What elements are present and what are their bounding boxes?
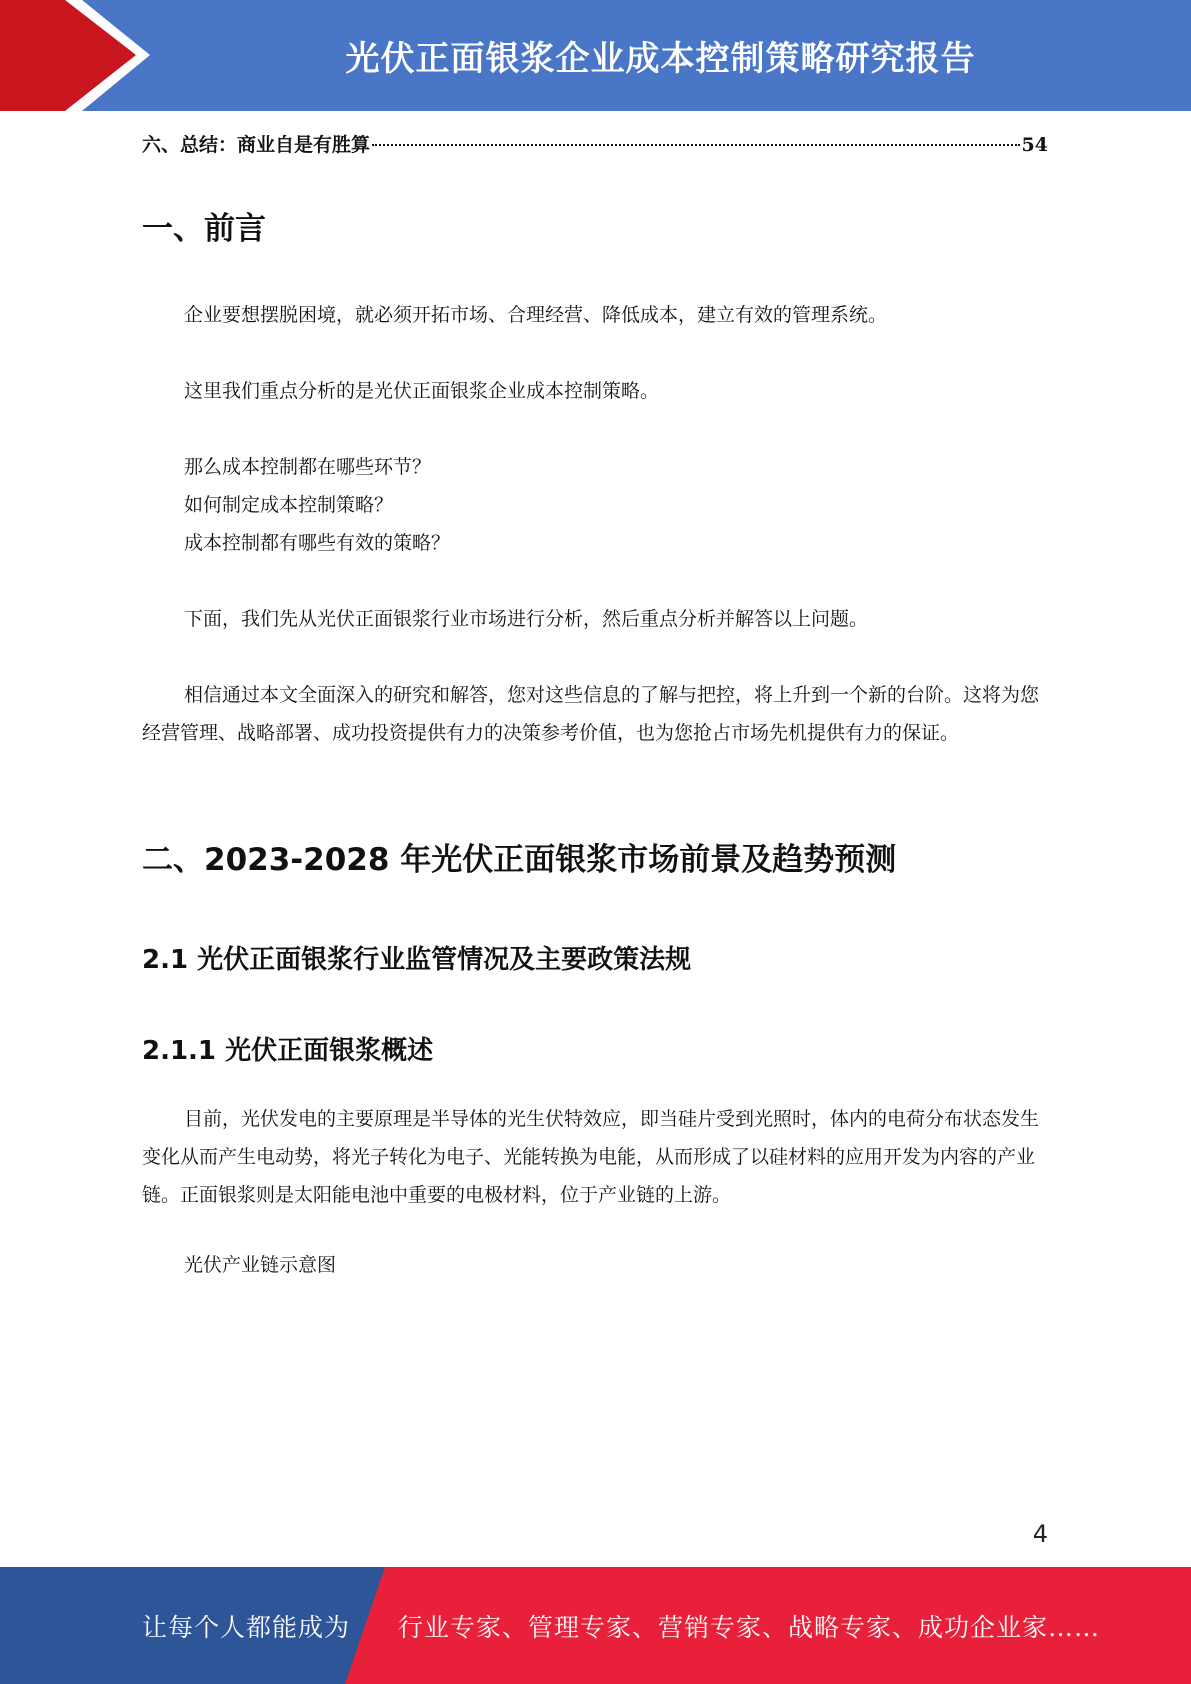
footer-slogan-right: 行业专家、管理专家、营销专家、战略专家、成功企业家…… bbox=[398, 1612, 1101, 1642]
question-line: 如何制定成本控制策略？ bbox=[184, 494, 394, 516]
paragraph: 目前，光伏发电的主要原理是半导体的光生伏特效应，即当硅片受到光照时，体内的电荷分布状态发生变化从而产生电动势，将光子转化为电子、光能转换为电能，从而形成了以硅材料的应用开发为内容的产业链。正面银浆则是太阳能电池中重要的电极材料，位于产业链的上游。 bbox=[142, 1108, 1040, 1206]
toc-label: 六、总结：商业自是有胜算 bbox=[142, 134, 371, 156]
page-number: 4 bbox=[1032, 1520, 1048, 1548]
question-line: 那么成本控制都在哪些环节？ bbox=[184, 456, 432, 478]
page-footer bbox=[0, 1567, 1191, 1684]
question-line: 成本控制都有哪些有效的策略？ bbox=[184, 532, 451, 554]
paragraph: 相信通过本文全面深入的研究和解答，您对这些信息的了解与把控，将上升到一个新的台阶。这将为您经营管理、战略部署、成功投资提供有力的决策参考价值，也为您抢占市场先机提供有力的保证。 bbox=[142, 684, 1040, 744]
toc-leader-dots bbox=[372, 144, 1020, 146]
report-title: 光伏正面银浆企业成本控制策略研究报告 bbox=[345, 39, 976, 79]
paragraph: 这里我们重点分析的是光伏正面银浆企业成本控制策略。 bbox=[184, 380, 660, 402]
figure-caption: 光伏产业链示意图 bbox=[184, 1254, 337, 1276]
subsection-heading-overview: 2.1.1 光伏正面银浆概述 bbox=[142, 1036, 434, 1066]
toc-entry[interactable] bbox=[142, 130, 1048, 160]
footer-slogan-left: 让每个人都能成为 bbox=[142, 1612, 351, 1642]
section-heading-market-outlook: 二、2023-2028 年光伏正面银浆市场前景及趋势预测 bbox=[142, 842, 897, 878]
toc-page-number: 54 bbox=[1021, 134, 1048, 156]
paragraph: 企业要想摆脱困境，就必须开拓市场、合理经营、降低成本，建立有效的管理系统。 bbox=[184, 304, 888, 326]
section-heading-intro: 一、前言 bbox=[142, 211, 266, 247]
page-header bbox=[0, 0, 1191, 111]
paragraph: 下面，我们先从光伏正面银浆行业市场进行分析，然后重点分析并解答以上问题。 bbox=[184, 608, 869, 630]
subsection-heading-regulation: 2.1 光伏正面银浆行业监管情况及主要政策法规 bbox=[142, 945, 692, 975]
